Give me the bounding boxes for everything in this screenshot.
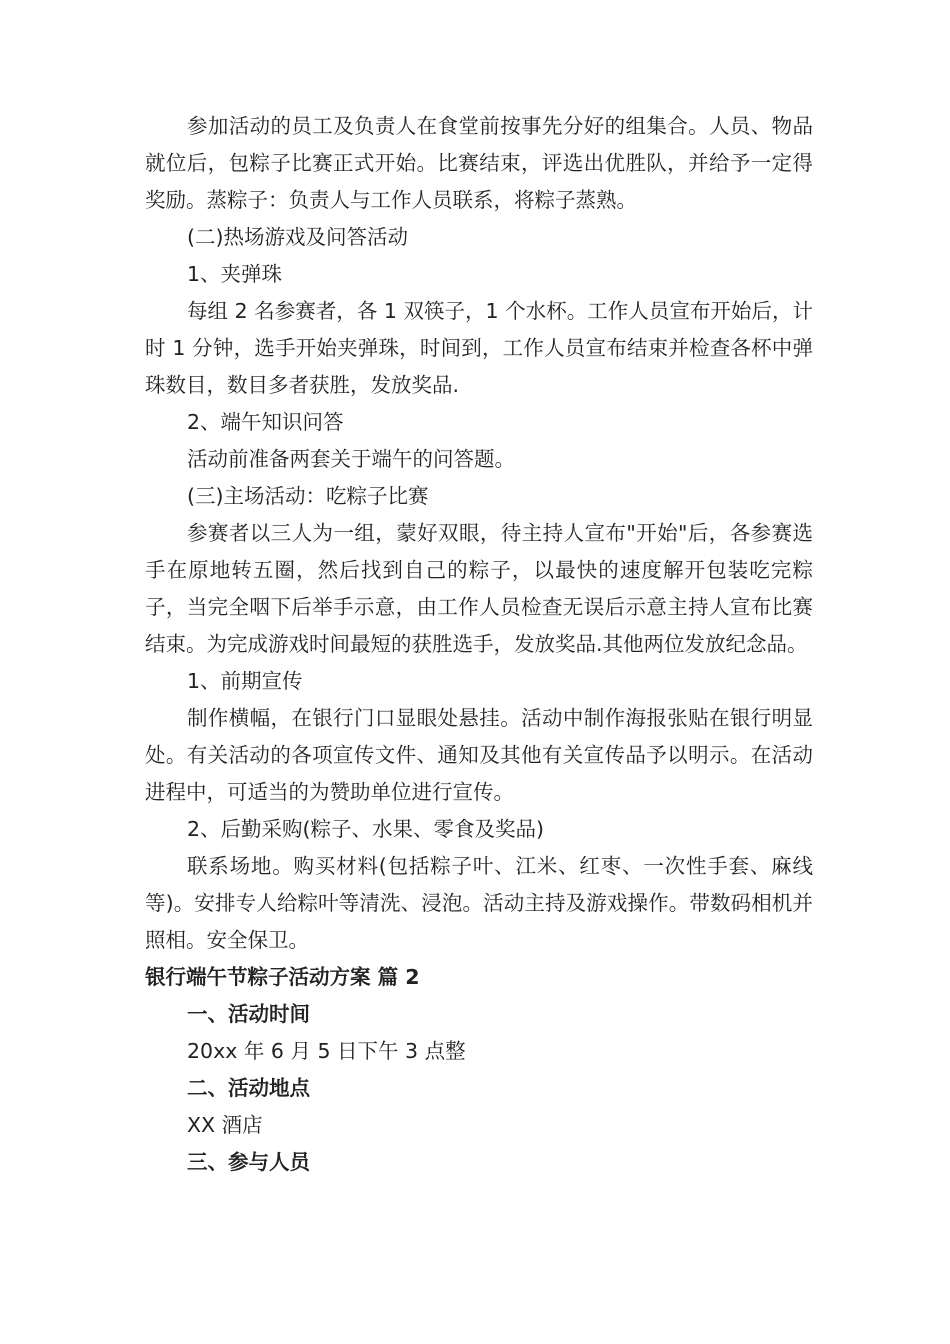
paragraph-eating-contest: 参赛者以三人为一组，蒙好双眼，待主持人宣布"开始"后，各参赛选手在原地转五圈，然后找到自己的粽子，以最快的速度解开包装吃完粽子，当完全咽下后举手示意，由工作人员检查无误后示意主持人宣布比赛结束。为完成游戏时间最短的获胜选手，发放奖品.其他两位发放纪念品。: [145, 521, 813, 656]
section-title: 银行端午节粽子活动方案 篇 2: [145, 965, 420, 989]
item-marble-pick: 1、夹弹珠: [187, 262, 283, 286]
paragraph-quiz-prep: 活动前准备两套关于端午的问答题。: [187, 447, 515, 471]
activity-location-value: XX 酒店: [187, 1113, 263, 1137]
item-quiz: 2、端午知识问答: [187, 410, 344, 434]
heading-activity-time: 一、活动时间: [187, 1002, 310, 1026]
item-logistics: 2、后勤采购(粽子、水果、零食及奖品): [187, 817, 545, 841]
subheading-main-event: (三)主场活动：吃粽子比赛: [187, 484, 429, 508]
paragraph-publicity: 制作横幅，在银行门口显眼处悬挂。活动中制作海报张贴在银行明显处。有关活动的各项宣传文件、通知及其他有关宣传品予以明示。在活动进程中，可适当的为赞助单位进行宣传。: [145, 706, 813, 804]
heading-activity-location: 二、活动地点: [187, 1076, 310, 1100]
heading-participants: 三、参与人员: [187, 1150, 310, 1174]
paragraph-zongzi-contest: 参加活动的员工及负责人在食堂前按事先分好的组集合。人员、物品就位后，包粽子比赛正式开始。比赛结束，评选出优胜队，并给予一定得奖励。蒸粽子：负责人与工作人员联系，将粽子蒸熟。: [145, 114, 813, 212]
paragraph-logistics: 联系场地。购买材料(包括粽子叶、江米、红枣、一次性手套、麻线等)。安排专人给粽叶等清洗、浸泡。活动主持及游戏操作。带数码相机并照相。安全保卫。: [145, 854, 813, 952]
paragraph-marble-rules: 每组 2 名参赛者，各 1 双筷子，1 个水杯。工作人员宣布开始后，计时 1 分钟，选手开始夹弹珠，时间到，工作人员宣布结束并检查各杯中弹珠数目，数目多者获胜，发放奖品.: [145, 299, 813, 397]
document-page: [145, 108, 813, 1181]
item-publicity: 1、前期宣传: [187, 669, 303, 693]
subheading-warmup-games: (二)热场游戏及问答活动: [187, 225, 408, 249]
activity-time-value: 20xx 年 6 月 5 日下午 3 点整: [187, 1039, 466, 1063]
